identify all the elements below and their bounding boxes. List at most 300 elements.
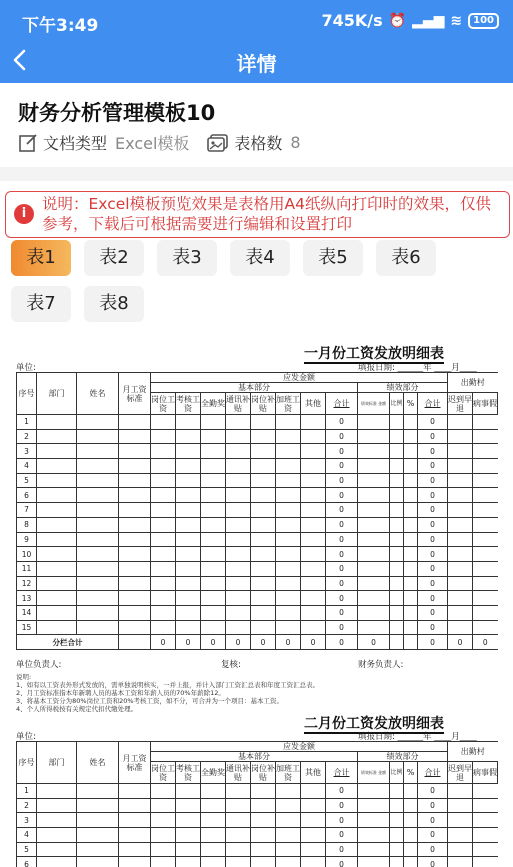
table-cell	[251, 620, 276, 635]
row-total-cell: 0	[326, 605, 358, 620]
row-seq: 3	[17, 444, 37, 459]
table-cell	[358, 591, 390, 606]
table-cell	[251, 784, 276, 799]
col-post-allowance: 岗位补贴	[251, 763, 275, 782]
header-performance: 绩效部分	[358, 752, 448, 762]
col-perf-ratio: 比例	[390, 762, 404, 784]
table-row	[17, 620, 498, 635]
table-cell	[77, 517, 119, 532]
col-basic-total: 合计	[326, 762, 358, 784]
table-cell	[77, 576, 119, 591]
table-cell	[448, 591, 473, 606]
notes-title: 说明:	[16, 673, 32, 681]
table-cell	[176, 532, 201, 547]
table-cell	[473, 857, 498, 867]
table-cell	[358, 576, 390, 591]
table-cell	[276, 473, 301, 488]
preview-notice	[5, 191, 510, 238]
row-total-cell: 0	[418, 784, 448, 799]
table-row	[17, 517, 498, 532]
table-cell	[37, 503, 77, 518]
table-cell	[176, 444, 201, 459]
row-seq: 5	[17, 842, 37, 857]
table-cell	[251, 842, 276, 857]
row-total-cell: 0	[326, 798, 358, 813]
row-seq: 1	[17, 415, 37, 430]
table-row	[17, 813, 498, 828]
table-row	[17, 415, 498, 430]
table-cell	[276, 517, 301, 532]
table-cell	[301, 415, 326, 430]
subtotal-cell: 0	[176, 635, 201, 650]
row-total-cell: 0	[418, 488, 448, 503]
row-total-cell: 0	[418, 798, 448, 813]
table-cell	[390, 561, 404, 576]
table-cell	[301, 857, 326, 867]
table-cell	[448, 488, 473, 503]
table-cell	[358, 828, 390, 843]
table-cell	[276, 547, 301, 562]
row-total-cell: 0	[418, 857, 448, 867]
table-row	[17, 473, 498, 488]
row-total-cell: 0	[326, 415, 358, 430]
table-cell	[473, 561, 498, 576]
subtotal-cell: 0	[151, 635, 176, 650]
row-seq: 13	[17, 591, 37, 606]
table-cell	[176, 429, 201, 444]
table-cell	[176, 813, 201, 828]
table-cell	[201, 813, 226, 828]
table-cell	[301, 517, 326, 532]
table-cell	[37, 605, 77, 620]
table-cell	[77, 532, 119, 547]
table-cell	[37, 444, 77, 459]
table-cell	[151, 784, 176, 799]
table-cell	[37, 842, 77, 857]
table-cell	[448, 857, 473, 867]
table-cell	[358, 444, 390, 459]
table-cell	[358, 517, 390, 532]
battery-icon: 100	[468, 13, 499, 29]
table-row	[17, 828, 498, 843]
table-cell	[448, 561, 473, 576]
col-leave: 病事假	[473, 393, 498, 415]
table-cell	[176, 620, 201, 635]
header-name: 姓名	[77, 742, 119, 784]
table-cell	[226, 415, 251, 430]
row-total-cell: 0	[326, 620, 358, 635]
subtotal-cell: 0	[276, 635, 301, 650]
table-cell	[37, 429, 77, 444]
table-cell	[151, 857, 176, 867]
row-seq: 15	[17, 620, 37, 635]
table-cell	[37, 576, 77, 591]
table-cell	[226, 842, 251, 857]
table-cell	[119, 547, 151, 562]
row-total-cell: 0	[418, 591, 448, 606]
table-cell	[448, 620, 473, 635]
table-cell	[226, 488, 251, 503]
row-seq: 12	[17, 576, 37, 591]
table-cell	[201, 828, 226, 843]
tab-sheet-6[interactable]: 表6	[376, 240, 436, 276]
row-seq: 10	[17, 547, 37, 562]
table-cell	[37, 415, 77, 430]
table-cell	[448, 576, 473, 591]
header-monthly-std: 月工资标准	[119, 742, 151, 784]
table-cell	[119, 591, 151, 606]
table-cell	[151, 813, 176, 828]
table-cell	[151, 459, 176, 474]
table-cell	[473, 532, 498, 547]
table-cell	[301, 473, 326, 488]
table-cell	[448, 503, 473, 518]
row-total-cell: 0	[326, 784, 358, 799]
col-perf-total: 合计	[418, 393, 448, 415]
table-cell	[301, 784, 326, 799]
table-cell	[151, 547, 176, 562]
tab-sheet-2[interactable]: 表2	[84, 240, 144, 276]
table-cell	[301, 605, 326, 620]
table-cell	[473, 591, 498, 606]
row-total-cell: 0	[326, 503, 358, 518]
table-cell	[201, 444, 226, 459]
table-cell	[151, 591, 176, 606]
table-cell	[119, 798, 151, 813]
table-cell	[390, 620, 404, 635]
col-late: 迟到早退	[448, 394, 472, 413]
table-cell	[358, 429, 390, 444]
row-seq: 4	[17, 828, 37, 843]
table-cell	[226, 576, 251, 591]
table-row	[17, 576, 498, 591]
table-cell	[176, 828, 201, 843]
table-cell	[301, 813, 326, 828]
row-seq: 1	[17, 784, 37, 799]
row-seq: 4	[17, 459, 37, 474]
table-cell	[176, 842, 201, 857]
col-perf-percent: %	[404, 762, 418, 784]
table-cell	[151, 488, 176, 503]
header-dept: 部门	[37, 742, 77, 784]
tab-sheet-3[interactable]: 表3	[157, 240, 217, 276]
table-cell	[226, 503, 251, 518]
table-cell	[276, 576, 301, 591]
col-perf-ratio: 比例	[390, 393, 404, 415]
table-row	[17, 591, 498, 606]
table-cell	[276, 459, 301, 474]
info-icon: i	[14, 204, 34, 224]
table-cell	[276, 813, 301, 828]
table-cell	[77, 547, 119, 562]
table-cell	[119, 857, 151, 867]
alarm-icon: ⏰	[388, 12, 407, 29]
table-cell	[301, 547, 326, 562]
table-cell	[37, 798, 77, 813]
table-cell	[251, 473, 276, 488]
row-total-cell: 0	[326, 532, 358, 547]
tab-sheet-7[interactable]: 表7	[11, 286, 71, 322]
table-cell	[251, 532, 276, 547]
table-cell	[201, 415, 226, 430]
table-cell	[201, 488, 226, 503]
table-cell	[276, 857, 301, 867]
page-title: 详情	[236, 52, 277, 76]
table-cell	[390, 591, 404, 606]
row-total-cell: 0	[418, 842, 448, 857]
table-cell	[473, 828, 498, 843]
row-total-cell: 0	[326, 857, 358, 867]
col-basic-total: 合计	[326, 393, 358, 415]
table-cell	[37, 784, 77, 799]
table-cell	[251, 547, 276, 562]
note-2: 2、月工资标准指本年新聘人员的基本工资和年薪人员的70%年薪除12。	[16, 689, 225, 697]
table-cell	[404, 459, 418, 474]
table-cell	[390, 813, 404, 828]
row-total-cell: 0	[418, 415, 448, 430]
status-indicators	[321, 11, 499, 30]
table-cell	[473, 798, 498, 813]
row-seq: 14	[17, 605, 37, 620]
col-perf-percent: %	[404, 393, 418, 415]
table-cell	[119, 415, 151, 430]
footer-review: 复核:	[221, 660, 241, 670]
table-cell	[251, 444, 276, 459]
table-cell	[226, 784, 251, 799]
table-cell	[448, 842, 473, 857]
table-cell	[404, 857, 418, 867]
table-cell	[176, 605, 201, 620]
table-cell	[448, 517, 473, 532]
sheet1-title: 一月份工资发放明细表	[304, 346, 444, 362]
subtotal-cell	[119, 635, 151, 650]
table-cell	[473, 620, 498, 635]
table-cell	[251, 415, 276, 430]
row-total-cell: 0	[418, 813, 448, 828]
app-header	[0, 0, 513, 83]
table-cell	[390, 488, 404, 503]
col-perf-std: 绩效标准 金额	[358, 393, 390, 415]
row-total-cell: 0	[326, 547, 358, 562]
table-cell	[390, 798, 404, 813]
row-total-cell: 0	[418, 620, 448, 635]
edit-document-icon	[18, 133, 38, 153]
section-divider	[0, 167, 513, 181]
table-row	[17, 784, 498, 799]
table-cell	[390, 532, 404, 547]
table-cell	[358, 605, 390, 620]
table-cell	[77, 784, 119, 799]
row-seq: 6	[17, 857, 37, 867]
table-cell	[251, 798, 276, 813]
table-cell	[404, 503, 418, 518]
table-cell	[404, 798, 418, 813]
table-cell	[77, 605, 119, 620]
table-cell	[448, 532, 473, 547]
table-cell	[473, 444, 498, 459]
table-cell	[473, 784, 498, 799]
table-row	[17, 798, 498, 813]
table-cell	[77, 429, 119, 444]
table-cell	[448, 459, 473, 474]
table-cell	[226, 828, 251, 843]
table-cell	[390, 444, 404, 459]
table-cell	[77, 488, 119, 503]
table-cell	[37, 561, 77, 576]
table-cell	[119, 561, 151, 576]
table-cell	[390, 459, 404, 474]
table-cell	[176, 503, 201, 518]
table-cell	[201, 473, 226, 488]
table-cell	[358, 503, 390, 518]
table-cell	[226, 532, 251, 547]
table-cell	[151, 517, 176, 532]
tab-sheet-4[interactable]: 表4	[230, 240, 290, 276]
table-cell	[77, 828, 119, 843]
table-cell	[404, 620, 418, 635]
table-cell	[251, 605, 276, 620]
table-cell	[404, 591, 418, 606]
subtotal-cell: 0	[358, 635, 390, 650]
row-seq: 5	[17, 473, 37, 488]
row-total-cell: 0	[326, 429, 358, 444]
note-4: 4、个人所得税按有关规定代扣代缴处理。	[16, 705, 138, 713]
image-gallery-icon	[207, 133, 229, 153]
row-total-cell: 0	[326, 459, 358, 474]
table-cell	[276, 429, 301, 444]
table-row	[17, 857, 498, 867]
table-row	[17, 605, 498, 620]
subtotal-cell: 0	[418, 635, 448, 650]
table-cell	[404, 473, 418, 488]
col-assess-wage: 考核工资	[176, 763, 200, 782]
table-cell	[201, 591, 226, 606]
table-cell	[151, 561, 176, 576]
col-comm-allowance: 通讯补贴	[226, 763, 250, 782]
row-total-cell: 0	[326, 576, 358, 591]
table-cell	[77, 620, 119, 635]
subtotal-cell: 0	[201, 635, 226, 650]
row-total-cell: 0	[418, 561, 448, 576]
subtotal-cell	[404, 635, 418, 650]
table-cell	[448, 784, 473, 799]
header-monthly-std: 月工资标准	[119, 373, 151, 415]
col-perf-std: 绩效标准 金额	[358, 762, 390, 784]
table-cell	[473, 459, 498, 474]
table-cell	[301, 429, 326, 444]
row-total-cell: 0	[326, 591, 358, 606]
table-cell	[301, 532, 326, 547]
table-cell	[201, 517, 226, 532]
table-cell	[473, 473, 498, 488]
sheet-preview[interactable]	[6, 325, 513, 867]
note-1: 1、如有以工资表外形式发放的，需单独说明核实，一并上报，并计入部门工资汇总表和年度工资汇总表。	[16, 681, 320, 689]
table-cell	[226, 591, 251, 606]
table-cell	[176, 459, 201, 474]
table-cell	[201, 459, 226, 474]
row-total-cell: 0	[326, 473, 358, 488]
table-cell	[77, 444, 119, 459]
table-cell	[119, 828, 151, 843]
table-cell	[37, 517, 77, 532]
table-cell	[119, 620, 151, 635]
table-cell	[119, 784, 151, 799]
table-cell	[404, 842, 418, 857]
table-cell	[176, 591, 201, 606]
table-cell	[390, 576, 404, 591]
sheet2-unit-label: 单位:	[16, 732, 36, 742]
wifi-icon: ≋	[450, 12, 463, 29]
table-cell	[301, 503, 326, 518]
table-cell	[390, 828, 404, 843]
table-cell	[276, 784, 301, 799]
row-seq: 2	[17, 798, 37, 813]
sheet1-notes	[16, 673, 319, 713]
table-cell	[448, 444, 473, 459]
table-cell	[276, 620, 301, 635]
table-cell	[404, 813, 418, 828]
table-cell	[37, 488, 77, 503]
table-row	[17, 444, 498, 459]
table-cell	[37, 620, 77, 635]
header-basic: 基本部分	[151, 383, 358, 393]
col-post-wage: 岗位工资	[151, 763, 175, 782]
row-total-cell: 0	[326, 813, 358, 828]
document-title: 财务分析管理模板10	[18, 101, 216, 125]
tab-sheet-5[interactable]: 表5	[303, 240, 363, 276]
table-cell	[176, 473, 201, 488]
table-cell	[226, 857, 251, 867]
table-cell	[151, 473, 176, 488]
header-attendance: 出勤村	[448, 373, 498, 393]
table-cell	[77, 813, 119, 828]
table-cell	[276, 842, 301, 857]
table-cell	[301, 591, 326, 606]
table-cell	[404, 576, 418, 591]
table-cell	[201, 798, 226, 813]
table-cell	[176, 576, 201, 591]
table-cell	[201, 784, 226, 799]
table-cell	[358, 547, 390, 562]
table-cell	[404, 444, 418, 459]
table-cell	[276, 591, 301, 606]
table-cell	[404, 517, 418, 532]
table-cell	[251, 813, 276, 828]
table-cell	[358, 561, 390, 576]
row-total-cell: 0	[418, 459, 448, 474]
header-payable: 应发金额	[151, 742, 448, 752]
document-type-label: 文档类型	[43, 134, 108, 153]
salary-table-2-body	[17, 784, 498, 867]
table-cell	[473, 842, 498, 857]
table-cell	[404, 561, 418, 576]
table-cell	[226, 429, 251, 444]
table-cell	[201, 620, 226, 635]
table-cell	[251, 857, 276, 867]
table-cell	[119, 576, 151, 591]
tab-sheet-1[interactable]: 表1	[11, 240, 71, 276]
table-row	[17, 503, 498, 518]
table-cell	[226, 517, 251, 532]
table-cell	[473, 503, 498, 518]
table-cell	[119, 444, 151, 459]
table-cell	[358, 473, 390, 488]
table-cell	[301, 459, 326, 474]
subtotal-cell: 0	[326, 635, 358, 650]
col-other: 其他	[301, 762, 326, 784]
table-cell	[276, 561, 301, 576]
tab-sheet-8[interactable]: 表8	[84, 286, 144, 322]
